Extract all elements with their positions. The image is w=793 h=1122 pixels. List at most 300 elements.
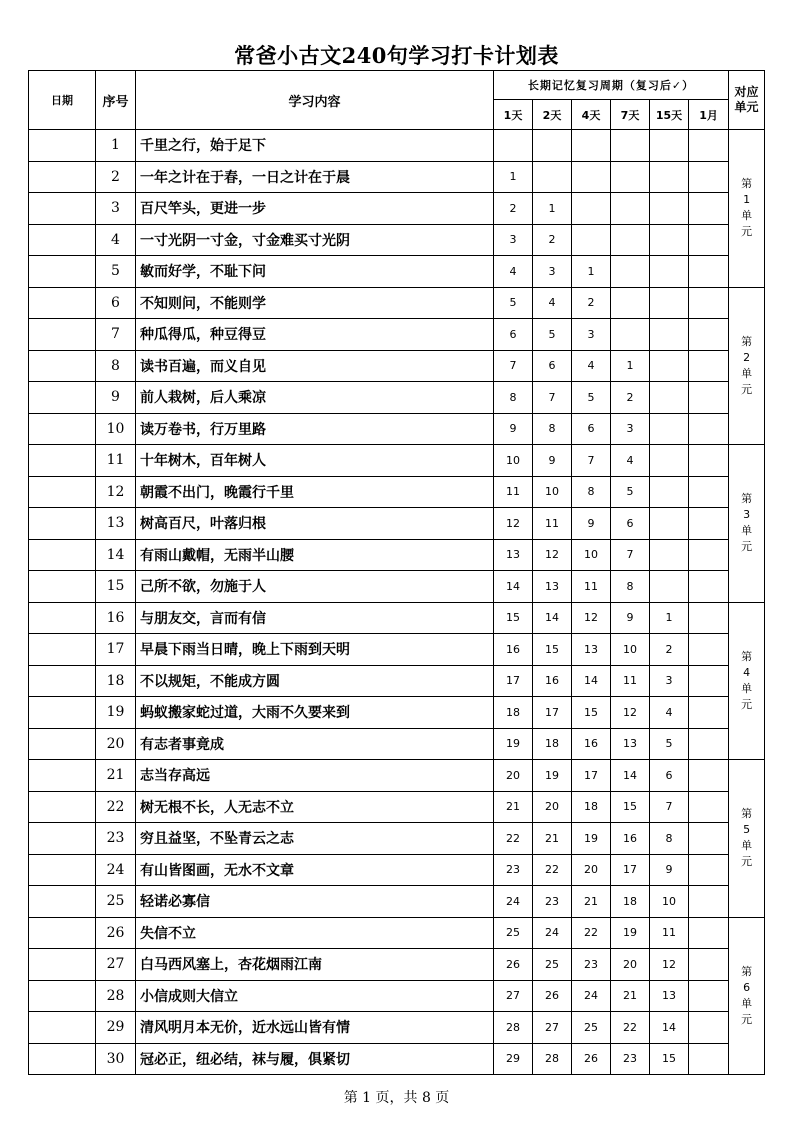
review-cell[interactable]: 22	[572, 917, 611, 949]
date-cell[interactable]	[29, 854, 96, 886]
content-cell: 轻诺必寡信	[136, 886, 494, 918]
review-cell[interactable]: 15	[572, 697, 611, 729]
review-cell[interactable]: 12	[533, 539, 572, 571]
review-cell[interactable]	[611, 161, 650, 193]
unit-cell	[729, 130, 765, 288]
review-cell[interactable]	[611, 287, 650, 319]
table-row	[29, 602, 765, 634]
review-cell[interactable]: 15	[650, 1043, 689, 1075]
review-cell[interactable]	[611, 193, 650, 225]
review-cell[interactable]: 18	[611, 886, 650, 918]
table-row	[29, 697, 765, 729]
review-cell[interactable]: 27	[533, 1012, 572, 1044]
seq-header: 序号	[96, 71, 136, 130]
review-cell[interactable]: 9	[611, 602, 650, 634]
seq-cell: 4	[96, 224, 136, 256]
review-cell[interactable]: 2	[533, 224, 572, 256]
review-cell[interactable]: 24	[572, 980, 611, 1012]
unit-label: 第3单元	[741, 492, 753, 554]
review-cell[interactable]: 14	[572, 665, 611, 697]
review-cell[interactable]: 5	[533, 319, 572, 351]
date-cell[interactable]	[29, 728, 96, 760]
review-cell[interactable]	[533, 130, 572, 162]
review-cell[interactable]: 1	[572, 256, 611, 288]
content-cell: 树无根不长，人无志不立	[136, 791, 494, 823]
review-cell[interactable]: 15	[533, 634, 572, 666]
review-cell[interactable]: 13	[533, 571, 572, 603]
table-row	[29, 791, 765, 823]
seq-cell: 25	[96, 886, 136, 918]
review-cell[interactable]	[650, 224, 689, 256]
content-cell: 不以规矩，不能成方圆	[136, 665, 494, 697]
date-cell[interactable]	[29, 319, 96, 351]
date-cell[interactable]	[29, 602, 96, 634]
review-cell[interactable]	[611, 130, 650, 162]
review-cell[interactable]: 4	[572, 350, 611, 382]
review-cell[interactable]	[689, 130, 729, 162]
seq-cell: 5	[96, 256, 136, 288]
content-cell: 朝霞不出门，晚霞行千里	[136, 476, 494, 508]
review-cell[interactable]: 12	[572, 602, 611, 634]
table-row	[29, 287, 765, 319]
review-cell[interactable]	[689, 886, 729, 918]
seq-cell: 18	[96, 665, 136, 697]
table-row	[29, 886, 765, 918]
seq-cell: 21	[96, 760, 136, 792]
review-cell[interactable]: 4	[494, 256, 533, 288]
review-cell[interactable]: 14	[650, 1012, 689, 1044]
review-cell[interactable]: 24	[533, 917, 572, 949]
table-row	[29, 319, 765, 351]
seq-cell: 17	[96, 634, 136, 666]
review-cell[interactable]: 3	[533, 256, 572, 288]
review-cell[interactable]: 11	[611, 665, 650, 697]
unit-label: 第5单元	[741, 807, 753, 869]
review-cell[interactable]	[689, 382, 729, 414]
review-cell[interactable]: 14	[494, 571, 533, 603]
seq-cell: 30	[96, 1043, 136, 1075]
review-cell[interactable]: 1	[494, 161, 533, 193]
content-cell: 穷且益坚，不坠青云之志	[136, 823, 494, 855]
review-cell[interactable]: 20	[572, 854, 611, 886]
seq-cell: 22	[96, 791, 136, 823]
date-cell[interactable]	[29, 445, 96, 477]
review-cell[interactable]	[689, 697, 729, 729]
review-cell[interactable]	[611, 256, 650, 288]
seq-cell: 12	[96, 476, 136, 508]
date-cell[interactable]	[29, 476, 96, 508]
review-cell[interactable]: 3	[611, 413, 650, 445]
review-cell[interactable]: 14	[611, 760, 650, 792]
seq-cell: 2	[96, 161, 136, 193]
review-cell[interactable]: 29	[494, 1043, 533, 1075]
content-cell: 失信不立	[136, 917, 494, 949]
review-cell[interactable]	[650, 413, 689, 445]
review-cell[interactable]: 26	[572, 1043, 611, 1075]
date-cell[interactable]	[29, 791, 96, 823]
date-cell[interactable]	[29, 161, 96, 193]
day-header: 1月	[689, 100, 729, 130]
review-cell[interactable]: 10	[572, 539, 611, 571]
review-cell[interactable]: 23	[572, 949, 611, 981]
seq-cell: 6	[96, 287, 136, 319]
content-cell: 十年树木，百年树人	[136, 445, 494, 477]
seq-cell: 13	[96, 508, 136, 540]
review-cell[interactable]	[689, 1043, 729, 1075]
review-cell[interactable]: 26	[494, 949, 533, 981]
review-cell[interactable]	[650, 350, 689, 382]
review-cell[interactable]: 12	[494, 508, 533, 540]
review-cell[interactable]: 21	[572, 886, 611, 918]
review-cell[interactable]: 21	[494, 791, 533, 823]
review-cell[interactable]: 23	[533, 886, 572, 918]
review-cell[interactable]	[650, 319, 689, 351]
table-row	[29, 256, 765, 288]
review-cell[interactable]: 17	[572, 760, 611, 792]
study-plan-table	[28, 70, 765, 1075]
unit-label: 第2单元	[741, 334, 753, 396]
date-cell[interactable]	[29, 571, 96, 603]
review-cell[interactable]: 6	[494, 319, 533, 351]
review-cell[interactable]	[689, 287, 729, 319]
review-cell[interactable]: 19	[494, 728, 533, 760]
table-row	[29, 949, 765, 981]
content-cell: 树高百尺，叶落归根	[136, 508, 494, 540]
review-cell[interactable]: 5	[572, 382, 611, 414]
date-cell[interactable]	[29, 224, 96, 256]
date-cell[interactable]	[29, 382, 96, 414]
review-cell[interactable]: 19	[533, 760, 572, 792]
table-row	[29, 760, 765, 792]
unit-cell	[729, 917, 765, 1075]
review-cell[interactable]: 11	[533, 508, 572, 540]
review-cell[interactable]	[689, 350, 729, 382]
review-cell[interactable]	[689, 319, 729, 351]
review-cell[interactable]: 6	[572, 413, 611, 445]
seq-cell: 20	[96, 728, 136, 760]
review-cell[interactable]: 9	[533, 445, 572, 477]
review-cell[interactable]: 9	[650, 854, 689, 886]
review-cell[interactable]: 27	[494, 980, 533, 1012]
review-cell[interactable]: 16	[494, 634, 533, 666]
review-cell[interactable]: 12	[611, 697, 650, 729]
content-cell: 己所不欲，勿施于人	[136, 571, 494, 603]
date-cell[interactable]	[29, 193, 96, 225]
review-cell[interactable]: 2	[650, 634, 689, 666]
review-cell[interactable]	[689, 602, 729, 634]
seq-cell: 27	[96, 949, 136, 981]
review-cell[interactable]: 5	[494, 287, 533, 319]
table-row	[29, 382, 765, 414]
seq-cell: 29	[96, 1012, 136, 1044]
review-cell[interactable]: 23	[611, 1043, 650, 1075]
date-cell[interactable]	[29, 697, 96, 729]
review-cell[interactable]: 18	[494, 697, 533, 729]
date-cell[interactable]	[29, 917, 96, 949]
review-cell[interactable]	[689, 980, 729, 1012]
content-header: 学习内容	[136, 71, 494, 130]
review-cell[interactable]: 21	[533, 823, 572, 855]
review-cell[interactable]: 17	[611, 854, 650, 886]
review-cell[interactable]: 25	[572, 1012, 611, 1044]
review-cell[interactable]	[689, 1012, 729, 1044]
review-cell[interactable]	[572, 130, 611, 162]
date-cell[interactable]	[29, 508, 96, 540]
content-cell: 清风明月本无价，近水远山皆有情	[136, 1012, 494, 1044]
table-row	[29, 980, 765, 1012]
review-cell[interactable]: 17	[533, 697, 572, 729]
review-cell[interactable]: 6	[533, 350, 572, 382]
content-cell: 有山皆图画，无水不文章	[136, 854, 494, 886]
review-cell[interactable]: 7	[572, 445, 611, 477]
review-cell[interactable]: 22	[533, 854, 572, 886]
seq-cell: 8	[96, 350, 136, 382]
review-cell[interactable]: 8	[611, 571, 650, 603]
table-row	[29, 571, 765, 603]
content-cell: 早晨下雨当日晴，晚上下雨到天明	[136, 634, 494, 666]
review-cell[interactable]: 20	[611, 949, 650, 981]
review-cell[interactable]	[689, 476, 729, 508]
content-cell: 前人栽树，后人乘凉	[136, 382, 494, 414]
table-row	[29, 350, 765, 382]
date-cell[interactable]	[29, 949, 96, 981]
content-cell: 一寸光阴一寸金，寸金难买寸光阴	[136, 224, 494, 256]
review-cell[interactable]: 15	[494, 602, 533, 634]
table-row	[29, 193, 765, 225]
review-cell[interactable]	[572, 161, 611, 193]
review-cell[interactable]: 18	[572, 791, 611, 823]
review-cell[interactable]: 4	[650, 697, 689, 729]
review-cell[interactable]: 2	[572, 287, 611, 319]
review-cell[interactable]	[689, 728, 729, 760]
review-cell[interactable]: 16	[611, 823, 650, 855]
date-cell[interactable]	[29, 886, 96, 918]
content-cell: 一年之计在于春，一日之计在于晨	[136, 161, 494, 193]
review-cell[interactable]: 12	[650, 949, 689, 981]
date-cell[interactable]	[29, 1043, 96, 1075]
review-cell[interactable]: 13	[650, 980, 689, 1012]
review-cell[interactable]	[533, 161, 572, 193]
table-row	[29, 224, 765, 256]
review-cell[interactable]: 17	[494, 665, 533, 697]
date-cell[interactable]	[29, 287, 96, 319]
review-cell[interactable]: 13	[494, 539, 533, 571]
review-cell[interactable]: 16	[572, 728, 611, 760]
review-cell[interactable]: 22	[494, 823, 533, 855]
review-cell[interactable]: 7	[494, 350, 533, 382]
review-cell[interactable]: 20	[533, 791, 572, 823]
review-cell[interactable]: 19	[611, 917, 650, 949]
review-cell[interactable]	[689, 791, 729, 823]
content-cell: 冠必正，纽必结，袜与履，俱紧切	[136, 1043, 494, 1075]
content-cell: 白马西风塞上，杏花烟雨江南	[136, 949, 494, 981]
review-cell[interactable]	[689, 760, 729, 792]
review-cell[interactable]	[689, 193, 729, 225]
review-cell[interactable]: 13	[572, 634, 611, 666]
seq-cell: 11	[96, 445, 136, 477]
review-cell[interactable]: 5	[611, 476, 650, 508]
review-cell[interactable]	[689, 508, 729, 540]
date-header: 日期	[29, 71, 96, 130]
review-cell[interactable]: 10	[494, 445, 533, 477]
date-cell[interactable]	[29, 760, 96, 792]
review-cell[interactable]	[611, 224, 650, 256]
review-cell[interactable]: 14	[533, 602, 572, 634]
review-cell[interactable]	[689, 571, 729, 603]
review-cell[interactable]	[689, 539, 729, 571]
review-cell[interactable]: 3	[494, 224, 533, 256]
review-cell[interactable]: 8	[572, 476, 611, 508]
review-cell[interactable]	[572, 193, 611, 225]
content-cell: 与朋友交，言而有信	[136, 602, 494, 634]
date-cell[interactable]	[29, 130, 96, 162]
review-cell[interactable]	[650, 476, 689, 508]
seq-cell: 19	[96, 697, 136, 729]
review-cell[interactable]: 28	[533, 1043, 572, 1075]
review-cell[interactable]: 6	[611, 508, 650, 540]
date-cell[interactable]	[29, 823, 96, 855]
review-cell[interactable]	[650, 539, 689, 571]
review-cell[interactable]: 16	[533, 665, 572, 697]
review-cell[interactable]: 7	[611, 539, 650, 571]
review-cell[interactable]	[689, 634, 729, 666]
review-cell[interactable]: 10	[611, 634, 650, 666]
seq-cell: 7	[96, 319, 136, 351]
unit-cell	[729, 760, 765, 918]
review-cell[interactable]	[689, 256, 729, 288]
review-cell[interactable]	[650, 287, 689, 319]
review-cell[interactable]	[650, 571, 689, 603]
review-cell[interactable]: 1	[611, 350, 650, 382]
table-row	[29, 917, 765, 949]
review-cell[interactable]	[650, 382, 689, 414]
review-cell[interactable]	[650, 256, 689, 288]
seq-cell: 23	[96, 823, 136, 855]
review-cell[interactable]: 23	[494, 854, 533, 886]
review-cell[interactable]: 22	[611, 1012, 650, 1044]
review-cell[interactable]: 9	[494, 413, 533, 445]
review-cell[interactable]: 28	[494, 1012, 533, 1044]
content-cell: 读万卷书，行万里路	[136, 413, 494, 445]
review-cell[interactable]: 2	[494, 193, 533, 225]
seq-cell: 3	[96, 193, 136, 225]
review-cell[interactable]: 8	[533, 413, 572, 445]
review-cell[interactable]	[689, 949, 729, 981]
review-cell[interactable]: 13	[611, 728, 650, 760]
content-cell: 小信成则大信立	[136, 980, 494, 1012]
review-cell[interactable]: 25	[494, 917, 533, 949]
date-cell[interactable]	[29, 413, 96, 445]
review-cell[interactable]: 25	[533, 949, 572, 981]
date-cell[interactable]	[29, 1012, 96, 1044]
review-cell[interactable]: 4	[533, 287, 572, 319]
date-cell[interactable]	[29, 980, 96, 1012]
review-cell[interactable]: 19	[572, 823, 611, 855]
content-cell: 百尺竿头，更进一步	[136, 193, 494, 225]
review-cell[interactable]: 8	[494, 382, 533, 414]
page-title: 常爸小古文240句学习打卡计划表	[234, 43, 559, 68]
review-cell[interactable]: 10	[650, 886, 689, 918]
review-cell[interactable]: 7	[533, 382, 572, 414]
content-cell: 千里之行，始于足下	[136, 130, 494, 162]
table-row	[29, 634, 765, 666]
review-cell[interactable]: 3	[572, 319, 611, 351]
review-cell[interactable]: 8	[650, 823, 689, 855]
review-cell[interactable]: 7	[650, 791, 689, 823]
review-cell[interactable]	[650, 161, 689, 193]
date-cell[interactable]	[29, 634, 96, 666]
table-row	[29, 1012, 765, 1044]
review-cell[interactable]: 11	[650, 917, 689, 949]
review-cell[interactable]: 5	[650, 728, 689, 760]
day-header: 4天	[572, 100, 611, 130]
date-cell[interactable]	[29, 350, 96, 382]
review-cell[interactable]: 4	[611, 445, 650, 477]
review-cell[interactable]: 20	[494, 760, 533, 792]
review-cell[interactable]: 6	[650, 760, 689, 792]
review-cell[interactable]: 26	[533, 980, 572, 1012]
table-row	[29, 539, 765, 571]
review-cell[interactable]	[494, 130, 533, 162]
review-cell[interactable]	[689, 161, 729, 193]
table-row	[29, 854, 765, 886]
review-cell[interactable]	[572, 224, 611, 256]
review-cell[interactable]	[689, 665, 729, 697]
seq-cell: 15	[96, 571, 136, 603]
content-cell: 有志者事竟成	[136, 728, 494, 760]
review-cell[interactable]: 11	[494, 476, 533, 508]
table-row	[29, 728, 765, 760]
content-cell: 不知则问，不能则学	[136, 287, 494, 319]
page-footer: 第 1 页，共 8 页	[343, 1090, 450, 1106]
review-cell[interactable]: 2	[611, 382, 650, 414]
review-cell[interactable]	[650, 193, 689, 225]
review-cell[interactable]: 18	[533, 728, 572, 760]
review-cell[interactable]	[689, 445, 729, 477]
content-cell: 有雨山戴帽，无雨半山腰	[136, 539, 494, 571]
seq-cell: 24	[96, 854, 136, 886]
review-cell[interactable]: 1	[533, 193, 572, 225]
review-cell[interactable]	[611, 319, 650, 351]
review-cell[interactable]	[650, 445, 689, 477]
date-cell[interactable]	[29, 665, 96, 697]
review-cell[interactable]: 9	[572, 508, 611, 540]
review-cell[interactable]	[689, 224, 729, 256]
review-cell[interactable]	[689, 917, 729, 949]
date-cell[interactable]	[29, 256, 96, 288]
seq-cell: 9	[96, 382, 136, 414]
review-cell[interactable]: 24	[494, 886, 533, 918]
content-cell: 蚂蚁搬家蛇过道，大雨不久要来到	[136, 697, 494, 729]
table-row	[29, 161, 765, 193]
review-cell[interactable]: 11	[572, 571, 611, 603]
table-row	[29, 508, 765, 540]
content-cell: 种瓜得瓜，种豆得豆	[136, 319, 494, 351]
table-row	[29, 665, 765, 697]
review-cell[interactable]: 3	[650, 665, 689, 697]
review-cell[interactable]: 10	[533, 476, 572, 508]
review-cell[interactable]: 21	[611, 980, 650, 1012]
review-cell[interactable]: 1	[650, 602, 689, 634]
review-cell[interactable]: 15	[611, 791, 650, 823]
date-cell[interactable]	[29, 539, 96, 571]
day-header: 15天	[650, 100, 689, 130]
review-cell[interactable]	[689, 854, 729, 886]
review-cell[interactable]	[689, 413, 729, 445]
review-cell[interactable]	[650, 130, 689, 162]
review-cell[interactable]	[689, 823, 729, 855]
review-cell[interactable]	[650, 508, 689, 540]
